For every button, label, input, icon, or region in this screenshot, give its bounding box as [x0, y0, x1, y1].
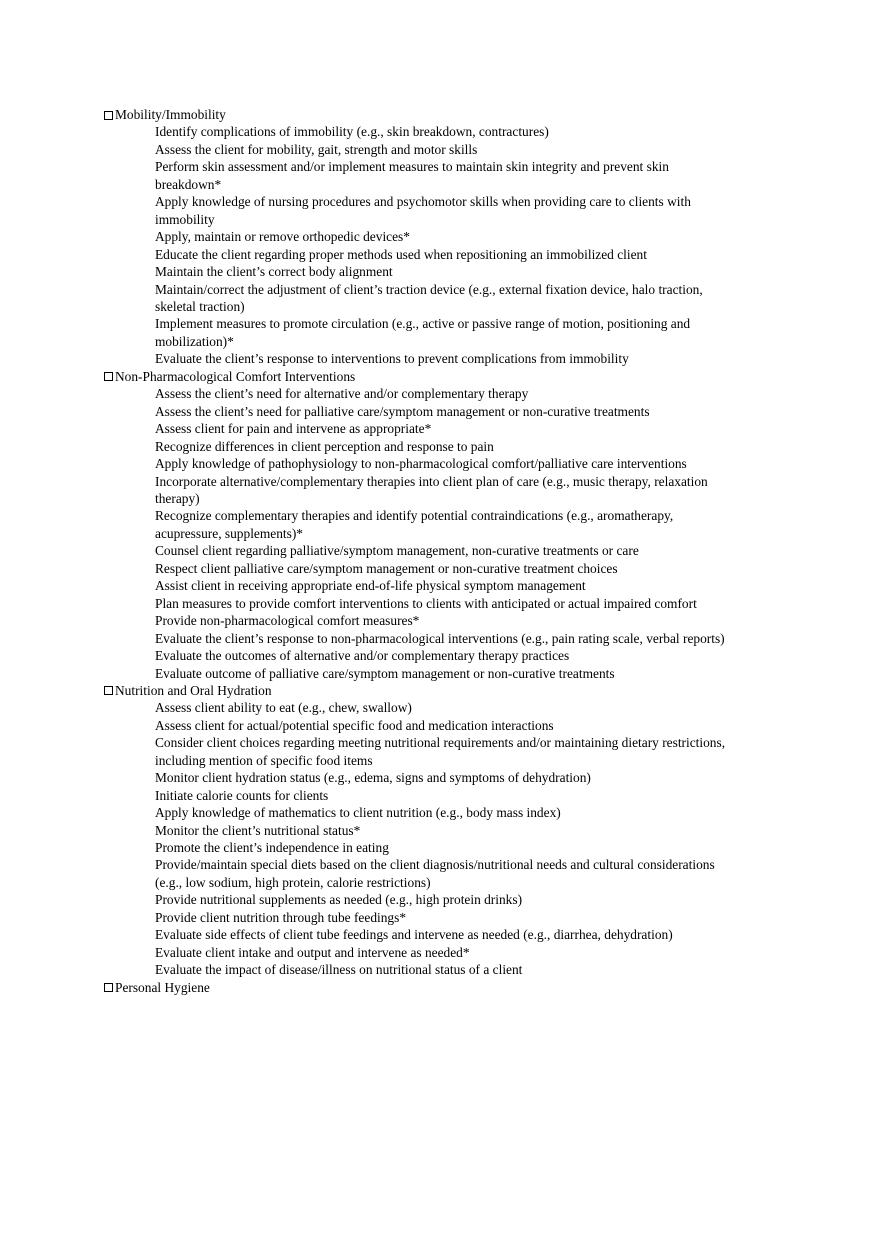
- list-item: Perform skin assessment and/or implement measures to maintain skin integrity and prevent skin breakdown*: [155, 159, 669, 192]
- item-list: [104, 123, 744, 367]
- list-item: Assist client in receiving appropriate end-of-life physical symptom management: [155, 578, 586, 594]
- checkbox-icon: [104, 111, 113, 120]
- list-item: Evaluate the impact of disease/illness on nutritional status of a client: [155, 962, 523, 978]
- list-item: Promote the client’s independence in eating: [155, 840, 389, 856]
- section-title: Non-Pharmacological Comfort Interventions: [115, 368, 356, 384]
- list-item: Initiate calorie counts for clients: [155, 787, 329, 803]
- list-item: Provide client nutrition through tube feedings*: [155, 909, 407, 925]
- list-item: Apply knowledge of nursing procedures and psychomotor skills when providing care to clients with immobility: [155, 194, 691, 227]
- list-item: Evaluate outcome of palliative care/symptom management or non-curative treatments: [155, 665, 615, 681]
- checkbox-icon: [104, 983, 113, 992]
- list-item: Maintain the client’s correct body alignment: [155, 264, 393, 280]
- list-item: Assess client for actual/potential specific food and medication interactions: [155, 717, 554, 733]
- list-item: Provide non-pharmacological comfort measures*: [155, 613, 420, 629]
- item-list: [104, 385, 744, 682]
- list-item: Evaluate side effects of client tube feedings and intervene as needed (e.g., diarrhea, dehydration): [155, 927, 673, 943]
- list-item: Evaluate client intake and output and intervene as needed*: [155, 944, 470, 960]
- section-non-pharmacological-comfort: [104, 368, 744, 682]
- section-heading: [104, 106, 744, 123]
- list-item: Educate the client regarding proper methods used when repositioning an immobilized client: [155, 246, 647, 262]
- list-item: Identify complications of immobility (e.g., skin breakdown, contractures): [155, 124, 549, 140]
- section-heading: [104, 368, 744, 385]
- list-item: Evaluate the client’s response to non-pharmacological interventions (e.g., pain rating scale, verbal reports): [155, 630, 725, 646]
- checkbox-icon: [104, 372, 113, 381]
- list-item: Respect client palliative care/symptom management or non-curative treatment choices: [155, 560, 618, 576]
- list-item: Monitor the client’s nutritional status*: [155, 822, 361, 838]
- list-item: Evaluate the client’s response to interventions to prevent complications from immobility: [155, 351, 629, 367]
- list-item: Plan measures to provide comfort interventions to clients with anticipated or actual impaired comfort: [155, 595, 697, 611]
- list-item: Apply knowledge of mathematics to client nutrition (e.g., body mass index): [155, 805, 561, 821]
- list-item: Assess client ability to eat (e.g., chew, swallow): [155, 700, 412, 716]
- list-item: Assess client for pain and intervene as appropriate*: [155, 421, 432, 437]
- list-item: Recognize complementary therapies and identify potential contraindications (e.g., aromatherapy, acupressure, supplements)*: [155, 508, 674, 541]
- list-item: Provide nutritional supplements as needed (e.g., high protein drinks): [155, 892, 523, 908]
- list-item: Consider client choices regarding meeting nutritional requirements and/or maintaining dietary restrictions, including mention of specific food items: [155, 735, 726, 768]
- list-item: Provide/maintain special diets based on the client diagnosis/nutritional needs and cultural considerations (e.g., low sodium, high protein, calorie restrictions): [155, 857, 715, 890]
- list-item: Assess the client’s need for palliative care/symptom management or non-curative treatments: [155, 403, 650, 419]
- list-item: Implement measures to promote circulation (e.g., active or passive range of motion, positioning and mobilization)*: [155, 316, 691, 349]
- list-item: Counsel client regarding palliative/symptom management, non-curative treatments or care: [155, 543, 639, 559]
- item-list: [104, 699, 744, 978]
- list-item: Incorporate alternative/complementary therapies into client plan of care (e.g., music therapy, relaxation therapy): [155, 473, 708, 506]
- list-item: Recognize differences in client perception and response to pain: [155, 438, 494, 454]
- section-personal-hygiene: [104, 979, 744, 996]
- list-item: Assess the client’s need for alternative and/or complementary therapy: [155, 386, 529, 402]
- checkbox-icon: [104, 686, 113, 695]
- section-nutrition-oral-hydration: [104, 682, 744, 979]
- list-item: Apply, maintain or remove orthopedic devices*: [155, 229, 410, 245]
- section-heading: [104, 979, 744, 996]
- list-item: Assess the client for mobility, gait, strength and motor skills: [155, 141, 478, 157]
- section-mobility-immobility: [104, 106, 744, 368]
- section-title: Mobility/Immobility: [115, 107, 226, 122]
- list-item: Evaluate the outcomes of alternative and/or complementary therapy practices: [155, 648, 570, 664]
- document-content: [104, 106, 744, 996]
- list-item: Monitor client hydration status (e.g., edema, signs and symptoms of dehydration): [155, 770, 591, 786]
- section-title: Nutrition and Oral Hydration: [115, 682, 272, 698]
- section-title: Personal Hygiene: [115, 979, 210, 995]
- section-heading: [104, 682, 744, 699]
- list-item: Apply knowledge of pathophysiology to non-pharmacological comfort/palliative care interventions: [155, 456, 687, 472]
- list-item: Maintain/correct the adjustment of client’s traction device (e.g., external fixation device, halo traction, skeletal traction): [155, 281, 703, 314]
